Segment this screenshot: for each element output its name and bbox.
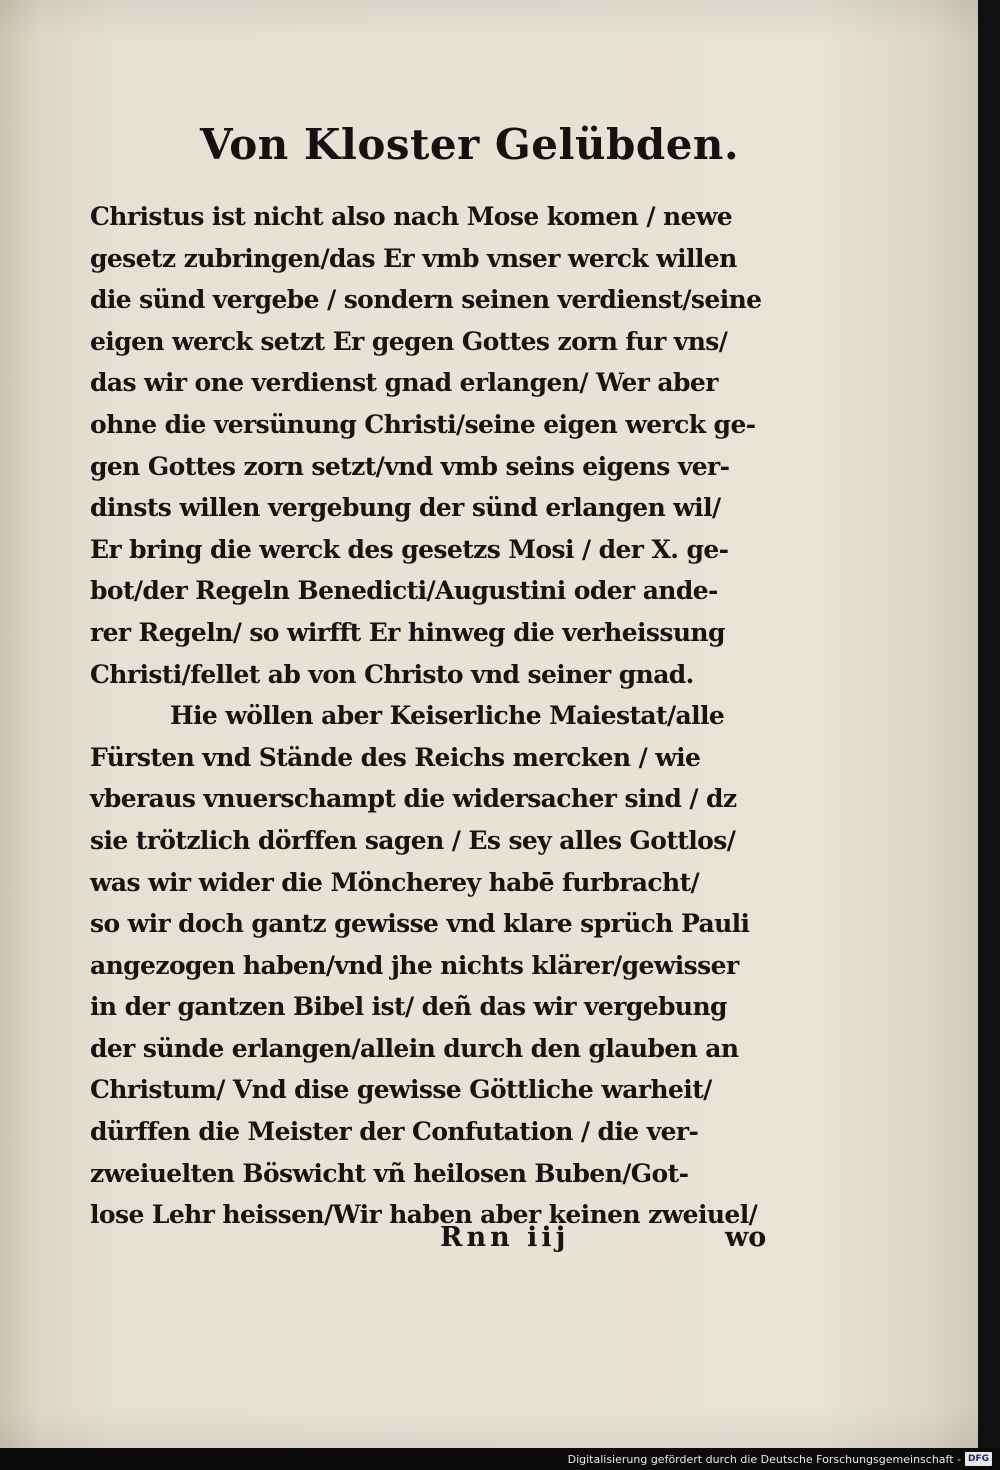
text-line: Er bring die werck des gesetzs Mosi / der X. ge- <box>90 534 729 564</box>
text-line: rer Regeln/ so wirfft Er hinweg die verheissung <box>90 617 725 647</box>
text-line: gen Gottes zorn setzt/vnd vmb seins eigens ver- <box>90 451 730 481</box>
text-line: der sünde erlangen/allein durch den glauben an <box>90 1033 739 1063</box>
text-line: Christi/fellet ab von Christo vnd seiner gnad. <box>90 659 694 689</box>
text-line: Christum/ Vnd dise gewisse Göttliche warheit/ <box>90 1075 712 1105</box>
text-line: ohne die versünung Christi/seine eigen werck ge- <box>90 409 756 439</box>
text-line: dinsts willen vergebung der sünd erlangen wil/ <box>90 493 721 523</box>
text-line: vberaus vnuerschampt die widersacher sind / dz <box>90 784 737 814</box>
text-line: zweiuelten Böswicht vñ heilosen Buben/Got- <box>90 1158 689 1188</box>
body-text <box>90 196 780 1236</box>
text-line: sie trötzlich dörffen sagen / Es sey alles Gottlos/ <box>90 825 736 855</box>
text-line: die sünd vergebe / sondern seinen verdienst/seine <box>90 285 762 315</box>
text-line: das wir one verdienst gnad erlangen/ Wer aber <box>90 368 718 398</box>
signature-mark: Rnn iij <box>440 1222 570 1253</box>
text-line: Hie wöllen aber Keiserliche Maiestat/alle <box>170 701 725 731</box>
text-line: Fürsten vnd Stände des Reichs mercken / wie <box>90 742 701 772</box>
page-heading: Von Kloster Gelübden. <box>200 120 740 169</box>
page-shadow-bottom <box>0 1408 978 1448</box>
footer <box>568 1451 992 1467</box>
text-line: dürffen die Meister der Confutation / die ver- <box>90 1117 699 1147</box>
text-line: lose Lehr heissen/Wir haben aber keinen zweiuel/ <box>90 1200 758 1230</box>
scan-border <box>978 0 1000 1448</box>
text-line: bot/der Regeln Benedicti/Augustini oder ande- <box>90 576 718 606</box>
footer-credit-text: Digitalisierung gefördert durch die Deutsche Forschungsgemeinschaft - <box>567 1452 961 1466</box>
dfg-logo: DFG <box>965 1452 992 1466</box>
catchword: wo <box>725 1222 767 1253</box>
text-line: gesetz zubringen/das Er vmb vnser werck willen <box>90 243 737 273</box>
text-line: eigen werck setzt Er gegen Gottes zorn fur vns/ <box>90 326 728 356</box>
text-line: Christus ist nicht also nach Mose komen / newe <box>90 202 733 231</box>
text-line: was wir wider die Möncherey habē furbracht/ <box>90 867 700 897</box>
text-line: so wir doch gantz gewisse vnd klare sprüch Pauli <box>90 909 750 939</box>
text-line: in der gantzen Bibel ist/ deñ das wir vergebung <box>90 992 727 1022</box>
text-line: angezogen haben/vnd jhe nichts klärer/gewisser <box>90 950 739 980</box>
page-shadow-top <box>0 0 978 40</box>
